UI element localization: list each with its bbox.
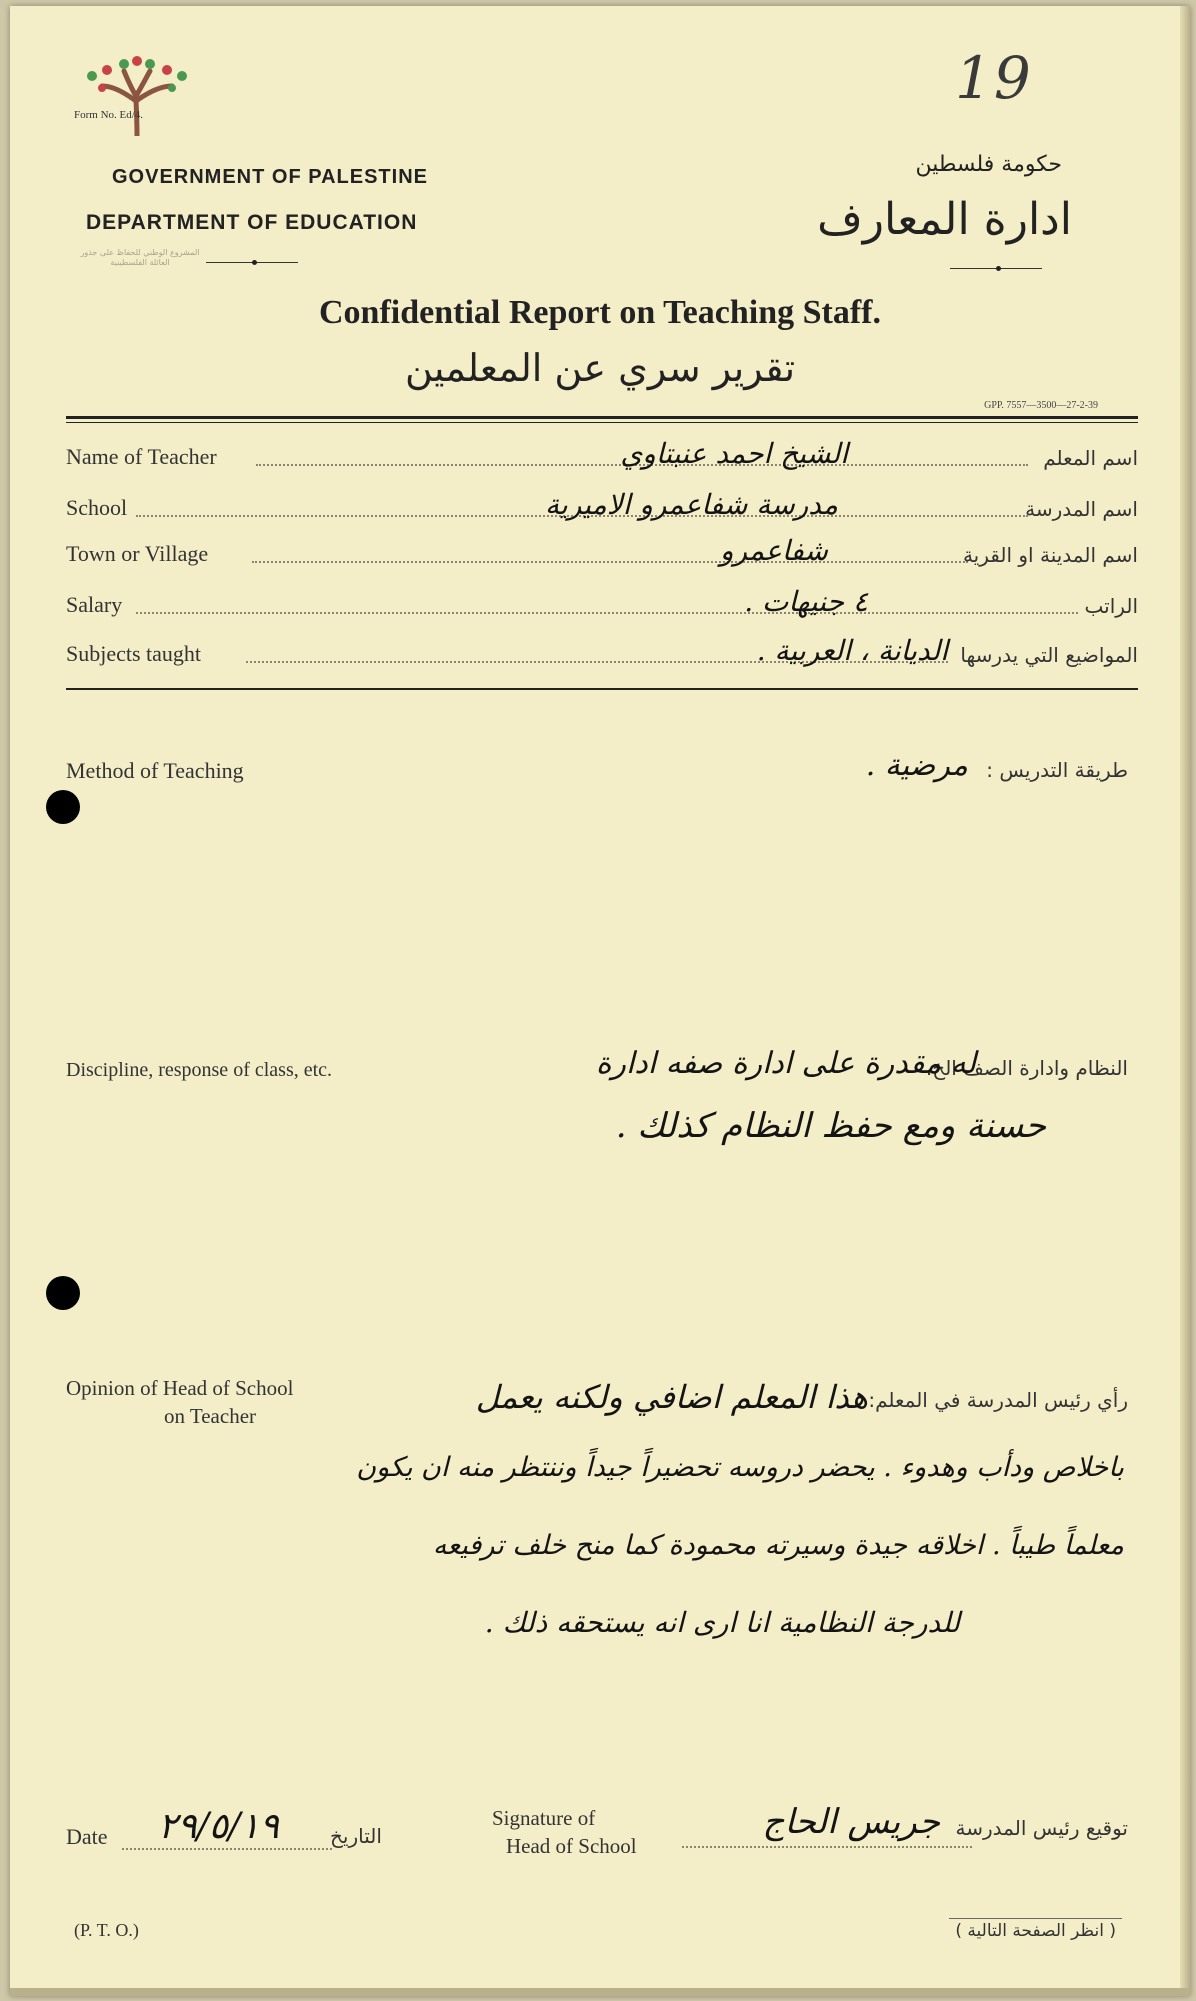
date-dotted-line <box>122 1848 332 1850</box>
date-label-ar: التاريخ <box>330 1824 382 1848</box>
fields-rule <box>66 688 1138 690</box>
date-value: ٢٩/٥/١٩ <box>158 1806 279 1847</box>
field-label-ar: اسم المدرسة <box>1025 497 1138 521</box>
top-rule <box>66 416 1138 419</box>
field-label-en: Subjects taught <box>66 641 202 666</box>
report-title-ar: تقرير سري عن المعلمين <box>404 346 796 390</box>
field-subjects-taught <box>66 633 1138 673</box>
field-name-of-teacher <box>66 436 1138 476</box>
discipline-line-1: له مقدرة على ادارة صفه ادارة <box>595 1046 976 1081</box>
field-dotted-line <box>136 612 1078 614</box>
department-heading-en: DEPARTMENT OF EDUCATION <box>86 211 418 234</box>
heading-divider-en <box>206 262 298 263</box>
form-sheet <box>10 6 1190 1996</box>
punch-hole-top <box>46 790 80 824</box>
field-label-en: School <box>66 495 128 520</box>
method-label-ar: طريقة التدريس : <box>986 758 1128 782</box>
heading-divider-ar <box>950 268 1042 269</box>
top-rule-thin <box>66 422 1138 423</box>
print-code: GPP. 7557—3500—27-2-39 <box>984 400 1098 411</box>
family-tree-logo <box>72 56 202 136</box>
signature-dotted-line <box>682 1846 972 1848</box>
method-value: مرضية . <box>865 748 968 783</box>
signature-label-en-1: Signature of <box>492 1806 596 1830</box>
government-heading-en: GOVERNMENT OF PALESTINE <box>112 166 428 188</box>
date-label-en: Date <box>66 1824 108 1849</box>
opinion-line-2: باخلاص ودأب وهدوء . يحضر دروسه تحضيراً جيداً وننتظر منه ان يكون <box>356 1452 1124 1483</box>
signature-label-en-2: Head of School <box>506 1834 637 1858</box>
field-label-en: Salary <box>66 592 123 617</box>
government-heading-ar: حكومة فلسطين <box>915 152 1062 177</box>
logo-caption: المشروع الوطني للحفاظ على جذور العائلة الفلسطينية <box>80 248 200 267</box>
field-value: الشيخ احمد عنبتاوي <box>620 437 848 470</box>
field-label-ar: اسم المدينة او القرية <box>962 543 1138 567</box>
field-dotted-line <box>252 561 968 563</box>
discipline-label-ar: النظام وادارة الصف الخ. <box>925 1056 1128 1080</box>
opinion-label-en-1: Opinion of Head of School <box>66 1376 294 1400</box>
field-label-en: Town or Village <box>66 541 209 566</box>
field-label-ar: المواضيع التي يدرسها <box>960 643 1138 667</box>
opinion-line-4: للدرجة النظامية انا ارى انه يستحقه ذلك . <box>484 1606 960 1639</box>
opinion-label-ar: رأي رئيس المدرسة في المعلم: <box>868 1388 1128 1412</box>
field-label-en: Name of Teacher <box>66 444 217 469</box>
opinion-line-1: هذا المعلم اضافي ولكنه يعمل <box>475 1378 868 1416</box>
see-next-page-ar: ( انظر الصفحة التالية ) <box>949 1918 1122 1943</box>
field-salary <box>66 584 1138 624</box>
signature-value: جريس الحاج <box>762 1802 940 1842</box>
please-turn-over: (P. T. O.) <box>74 1920 139 1940</box>
page-edge-bottom <box>10 1988 1190 1996</box>
field-value: مدرسة شفاعمرو الاميرية <box>545 488 838 521</box>
opinion-label-en-2: on Teacher <box>164 1404 257 1428</box>
field-value: الديانة ، العربية . <box>756 634 948 667</box>
field-value: شفاعمرو <box>719 534 828 567</box>
report-title-en: Confidential Report on Teaching Staff. <box>319 294 881 331</box>
signature-label-ar: توقيع رئيس المدرسة <box>955 1816 1128 1840</box>
field-school <box>66 487 1138 527</box>
page-number: 19 <box>955 44 1033 112</box>
punch-hole-bottom <box>46 1276 80 1310</box>
field-label-ar: اسم المعلم <box>1043 446 1138 470</box>
field-value: ٤ جنيهات . <box>744 585 868 618</box>
discipline-line-2: حسنة ومع حفظ النظام كذلك . <box>615 1106 1046 1146</box>
discipline-label-en: Discipline, response of class, etc. <box>66 1059 333 1081</box>
opinion-line-3: معلماً طيباً . اخلاقه جيدة وسيرته محمودة كما منح خلف ترفيعه <box>432 1530 1124 1561</box>
department-heading-ar: ادارة المعارف <box>817 194 1072 245</box>
method-label-en: Method of Teaching <box>66 758 244 783</box>
form-number: Form No. Ed/4. <box>74 109 144 121</box>
field-label-ar: الراتب <box>1084 594 1138 618</box>
field-town-or-village <box>66 533 1138 573</box>
